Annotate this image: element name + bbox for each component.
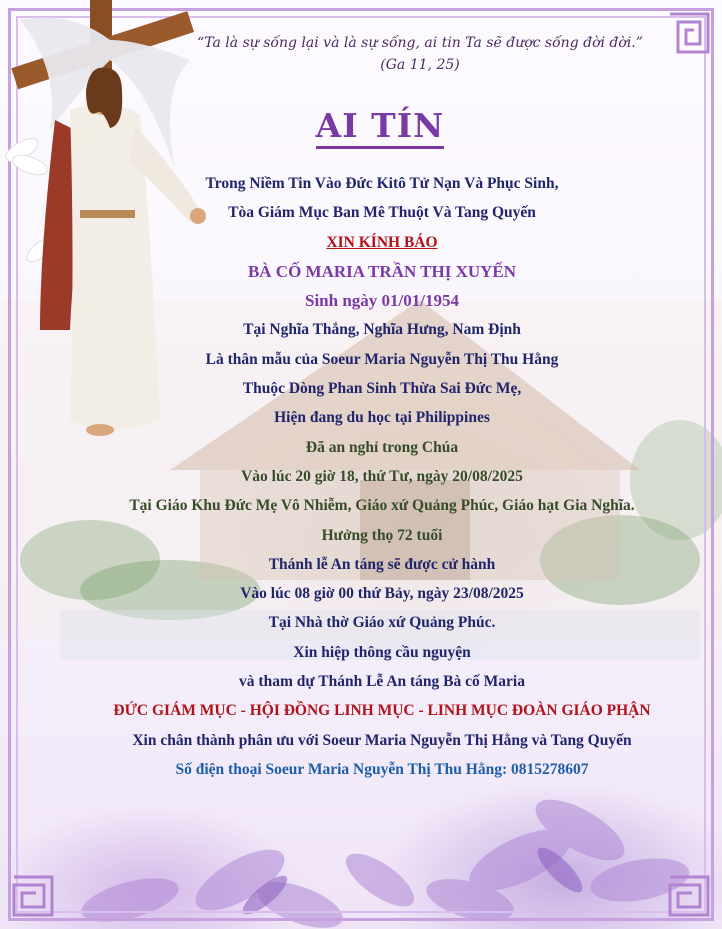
corner-ornament-icon (10, 873, 56, 919)
corner-ornament-icon (666, 873, 712, 919)
condolence-line: Xin chân thành phân ưu với Soeur Maria Nguyễn Thị Hằng và Tang Quyến (132, 731, 632, 749)
scripture-quote (150, 32, 690, 76)
announcement-line: Tại Nghĩa Thắng, Nghĩa Hưng, Nam Định (243, 321, 521, 339)
death-datetime: Vào lúc 20 giờ 18, thứ Tư, ngày 20/08/2025 (241, 467, 523, 485)
funeral-place: Tại Nhà thờ Giáo xứ Quảng Phúc. (268, 614, 496, 632)
page-title (200, 106, 560, 145)
funeral-datetime: Vào lúc 08 giờ 00 thứ Bảy, ngày 23/08/2025 (240, 585, 524, 603)
announcement-line: Tòa Giám Mục Ban Mê Thuột Và Tang Quyến (228, 204, 536, 222)
announcement-line: Trong Niềm Tin Vào Đức Kitô Tử Nạn Và Phục Sinh, (205, 175, 559, 192)
announcement-line: Thuộc Dòng Phan Sinh Thừa Sai Đức Mẹ, (242, 380, 522, 398)
announcement-line: Xin hiệp thông cầu nguyện (293, 643, 471, 661)
death-place: Tại Giáo Khu Đức Mẹ Vô Nhiễm, Giáo xứ Quảng Phúc, Giáo hạt Gia Nghĩa. (129, 497, 635, 515)
title-text: AI TÍN (316, 106, 445, 149)
quote-reference: (Ga 11, 25) (380, 57, 460, 73)
deceased-name: BÀ CỐ MARIA TRẦN THỊ XUYẾN (247, 261, 517, 281)
announcement-line: Là thân mẫu của Soeur Maria Nguyễn Thị Thu Hằng (205, 350, 559, 368)
age: Hưởng thọ 72 tuổi (321, 526, 443, 544)
announcement-body (100, 169, 664, 784)
announcement-line: Thánh lễ An táng sẽ được cử hành (268, 555, 496, 573)
announcement-line: Đã an nghỉ trong Chúa (305, 438, 459, 456)
quote-text: “Ta là sự sống lại và là sự sống, ai tin Ta sẽ được sống đời đời.” (197, 35, 643, 51)
birth-date: Sinh ngày 01/01/1954 (305, 291, 459, 311)
phone-line: Số điện thoại Soeur Maria Nguyễn Thị Thu Hằng: 0815278607 (175, 760, 589, 778)
announcement-line: và tham dự Thánh Lễ An táng Bà cố Maria (239, 673, 525, 691)
announcement-line: Hiện đang du học tại Philippines (274, 409, 490, 427)
clergy-line: ĐỨC GIÁM MỤC - HỘI ĐỒNG LINH MỤC - LINH MỤC ĐOÀN GIÁO PHẬN (113, 702, 651, 720)
announcement-heading: XIN KÍNH BÁO (326, 233, 438, 251)
